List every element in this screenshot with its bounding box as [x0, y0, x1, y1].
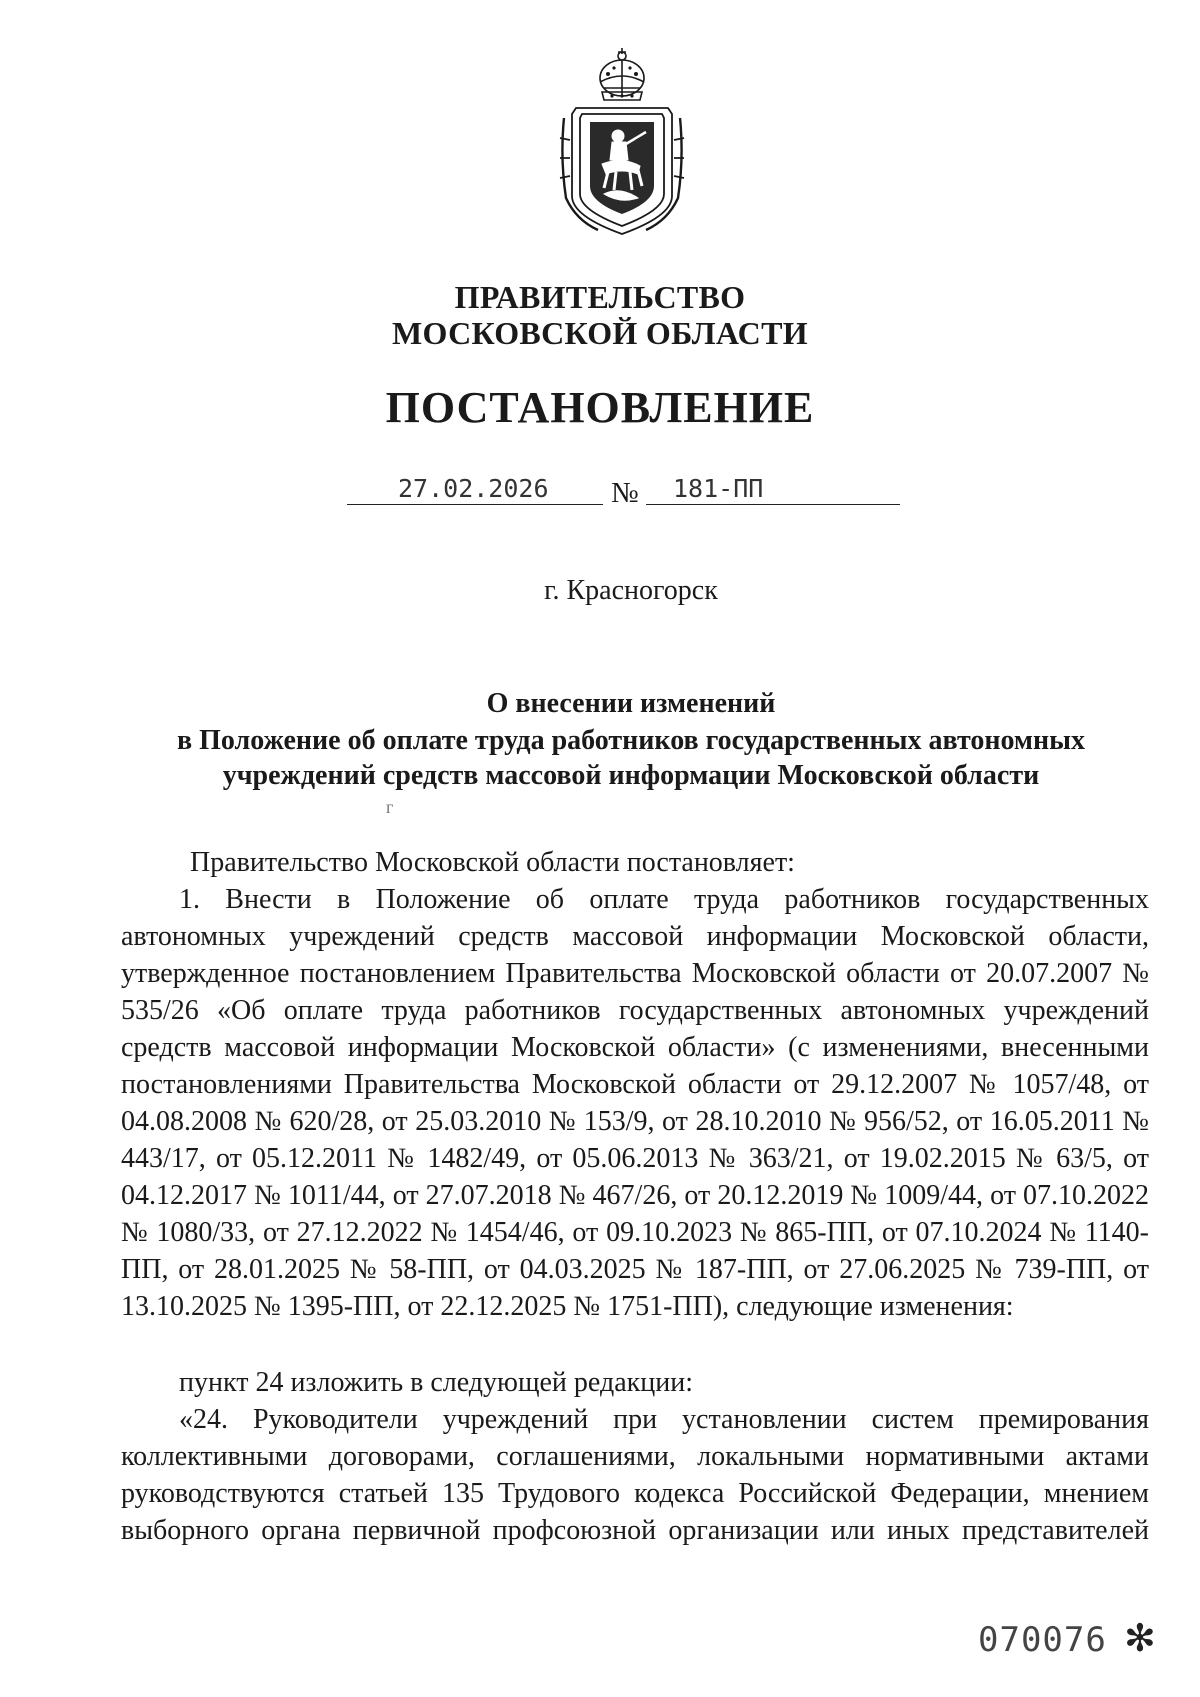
asterisk-mark-icon: ✻: [1124, 1616, 1156, 1660]
coat-of-arms-icon: [556, 48, 688, 238]
document-number: 181-ПП: [673, 474, 764, 503]
organization-name-line-1: ПРАВИТЕЛЬСТВО: [454, 279, 746, 315]
point-24-text: «24. Руководители учреждений при установлении систем премирования коллективными договорами, соглашениями, локальными нормативными актами руководствуются статьей 135 Трудового кодекса Российской Федерации, мнением выборного органа первичной профсоюзной организации или иных представителей: [121, 1404, 1149, 1546]
document-title-line-2: в Положение об оплате труда работников государственных автономных: [176, 725, 1086, 756]
serial-stamp-number: 070076: [978, 1620, 1107, 1660]
intro-paragraph: Правительство Московской области постановляет:: [190, 847, 795, 878]
scan-speck: г: [386, 797, 394, 817]
document-title-line-3: учреждений средств массовой информации Московской области: [222, 760, 1040, 791]
issue-city: г. Красногорск: [544, 575, 718, 606]
document-type: ПОСТАНОВЛЕНИЕ: [385, 383, 815, 432]
point-1-paragraph: 1. Внести в Положение об оплате труда работников государственных автономных учреждений средств массовой информации Московской области, утвержденное постановлением Правительства Московской области от 20.07.2007 № 535/26 «Об оплате труда работников государственных автономных учреждений средств массовой информации Московской области» (с изменениями, внесенными постановлениями Правительства Московской области от 29.12.2007 № 1057/48, от 04.08.2008 № 620/28, от 25.03.2010 № 153/9, от 28.10.2010 № 956/52, от 16.05.2011 № 443/17, от 05.12.2011 № 1482/49, от 05.06.2013 № 363/21, от 19.02.2015 № 63/5, от 04.12.2017 № 1011/44, от 27.07.2018 № 467/26, от 20.12.2019 № 1009/44, от 07.10.2022 № 1080/33, от 27.12.2022 № 1454/46, от 09.10.2023 № 865-ПП, от 07.10.2024 № 1140-ПП, от 28.01.2025 № 58-ПП, от 04.03.2025 № 187-ПП, от 27.06.2025 № 739-ПП, от 13.10.2025 № 1395-ПП, от 22.12.2025 № 1751-ПП), следующие изменения:: [121, 884, 1149, 1322]
number-sign: №: [611, 477, 639, 509]
document-title-line-1: О внесении изменений: [486, 688, 776, 719]
organization-name-line-2: МОСКОВСКОЙ ОБЛАСТИ: [392, 315, 808, 351]
number-underline: [646, 504, 900, 505]
point-24-intro: пункт 24 изложить в следующей редакции:: [179, 1367, 693, 1398]
document-date: 27.02.2026: [398, 474, 549, 503]
date-underline: [347, 504, 603, 505]
